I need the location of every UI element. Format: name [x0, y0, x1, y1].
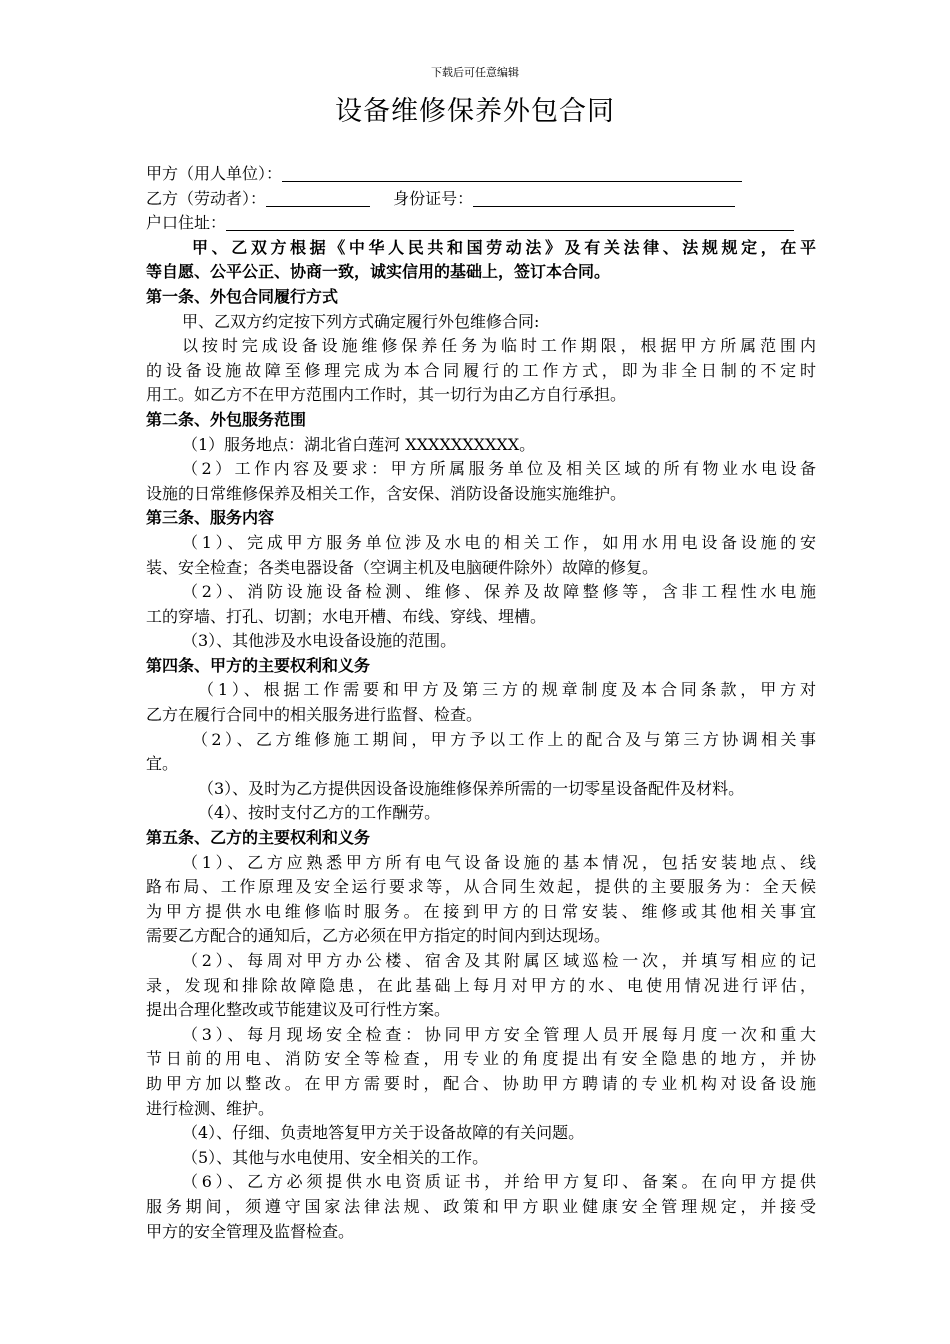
address-label: 户口住址：	[146, 213, 227, 233]
party-b-blank	[266, 189, 370, 207]
article-4-item: 乙方在履行合同中的相关服务进行监督、检查。	[146, 705, 483, 725]
article-5-item: 为甲方提供水电维修临时服务。在接到甲方的日常安装、维修或其他相关事宜	[146, 901, 816, 921]
article-4-item: （3）、及时为乙方提供因设备设施维修保养所需的一切零星设备配件及材料。	[198, 778, 745, 798]
article-1-paragraph: 的设备设施故障至修理完成为本合同履行的工作方式，即为非全日制的不定时	[146, 360, 816, 380]
address-blank	[226, 213, 794, 231]
article-3-heading: 第三条、服务内容	[146, 508, 275, 528]
article-5-item: 助甲方加以整改。在甲方需要时，配合、协助甲方聘请的专业机构对设备设施	[146, 1073, 816, 1093]
article-5-item: 录，发现和排除故障隐患，在此基础上每月对甲方的水、电使用情况进行评估，	[146, 975, 816, 995]
article-1-heading: 第一条、外包合同履行方式	[146, 286, 339, 306]
preamble-line: 甲、乙双方根据《中华人民共和国劳动法》及有关法律、法规规定，在平	[192, 237, 816, 257]
article-4-item: （4）、按时支付乙方的工作酬劳。	[198, 803, 441, 823]
article-3-item: 工的穿墙、打孔、切割；水电开槽、布线、穿线、埋槽。	[146, 606, 547, 626]
article-2-item: （2）工作内容及要求：甲方所属服务单位及相关区域的所有物业水电设备	[182, 459, 816, 479]
article-4-item: （1）、根据工作需要和甲方及第三方的规章制度及本合同条款，甲方对	[198, 680, 816, 700]
article-5-item: 节日前的用电、消防安全等检查，用专业的角度提出有安全隐患的地方，并协	[146, 1049, 816, 1069]
article-3-item: （3）、其他涉及水电设备设施的范围。	[182, 631, 457, 651]
article-1-paragraph: 甲、乙双方约定按下列方式确定履行外包维修合同:	[182, 311, 540, 331]
article-3-item: （2）、消防设施设备检测、维修、保养及故障整修等，含非工程性水电施	[182, 582, 816, 602]
party-a-row	[146, 162, 816, 187]
article-5-item: （5）、其他与水电使用、安全相关的工作。	[182, 1147, 489, 1167]
article-5-item: 进行检测、维护。	[146, 1098, 275, 1118]
article-3-item: （1）、完成甲方服务单位涉及水电的相关工作，如用水用电设备设施的安	[182, 532, 816, 552]
article-4-item: （2）、乙方维修施工期间，甲方予以工作上的配合及与第三方协调相关事	[192, 729, 816, 749]
party-b-label: 乙方（劳动者）：	[146, 188, 267, 208]
article-5-item: （1）、乙方应熟悉甲方所有电气设备设施的基本情况，包括安装地点、线	[182, 852, 816, 872]
article-5-heading: 第五条、乙方的主要权利和义务	[146, 828, 371, 848]
party-b-row	[146, 187, 816, 212]
page-title: 设备维修保养外包合同	[335, 96, 615, 127]
article-5-item: （4）、仔细、负责地答复甲方关于设备故障的有关问题。	[182, 1123, 585, 1143]
article-5-item: 服务期间，须遵守国家法律法规、政策和甲方职业健康安全管理规定，并接受	[146, 1196, 816, 1216]
header-note: 下载后可任意编辑	[431, 66, 519, 79]
contract-body	[146, 162, 816, 1244]
preamble-line: 等自愿、公平公正、协商一致，诚实信用的基础上，签订本合同。	[146, 262, 611, 282]
article-5-item: （3）、每月现场安全检查：协同甲方安全管理人员开展每月度一次和重大	[182, 1024, 816, 1044]
id-label: 身份证号：	[393, 188, 474, 208]
article-4-heading: 第四条、甲方的主要权利和义务	[146, 655, 371, 675]
article-1-paragraph: 以按时完成设备设施维修保养任务为临时工作期限，根据甲方所属范围内	[182, 336, 816, 356]
party-a-label: 甲方（用人单位）：	[146, 164, 283, 183]
article-5-item: 提出合理化整改或节能建议及可行性方案。	[146, 1000, 451, 1020]
article-2-item: （1）服务地点：湖北省白莲河 XXXXXXXXXX。	[182, 434, 536, 454]
id-number-blank	[473, 189, 735, 207]
party-a-blank	[282, 164, 742, 182]
article-3-item: 装、安全检查；各类电器设备（空调主机及电脑硬件除外）故障的修复。	[146, 557, 659, 577]
address-row	[146, 211, 816, 236]
article-2-heading: 第二条、外包服务范围	[146, 409, 307, 429]
article-1-paragraph: 用工。如乙方不在甲方范围内工作时，其一切行为由乙方自行承担。	[146, 385, 627, 405]
article-4-item: 宜。	[146, 754, 179, 774]
article-2-item: 设施的日常维修保养及相关工作，含安保、消防设备设施实施维护。	[146, 483, 627, 503]
article-5-item: （2）、每周对甲方办公楼、宿舍及其附属区域巡检一次，并填写相应的记	[182, 951, 816, 970]
article-5-item: 甲方的安全管理及监督检查。	[146, 1221, 355, 1241]
article-5-item: （6）、乙方必须提供水电资质证书，并给甲方复印、备案。在向甲方提供	[182, 1172, 816, 1192]
article-5-item: 路布局、工作原理及安全运行要求等，从合同生效起，提供的主要服务为：全天候	[146, 877, 816, 897]
article-5-item: 需要乙方配合的通知后，乙方必须在甲方指定的时间内到达现场。	[146, 926, 611, 946]
